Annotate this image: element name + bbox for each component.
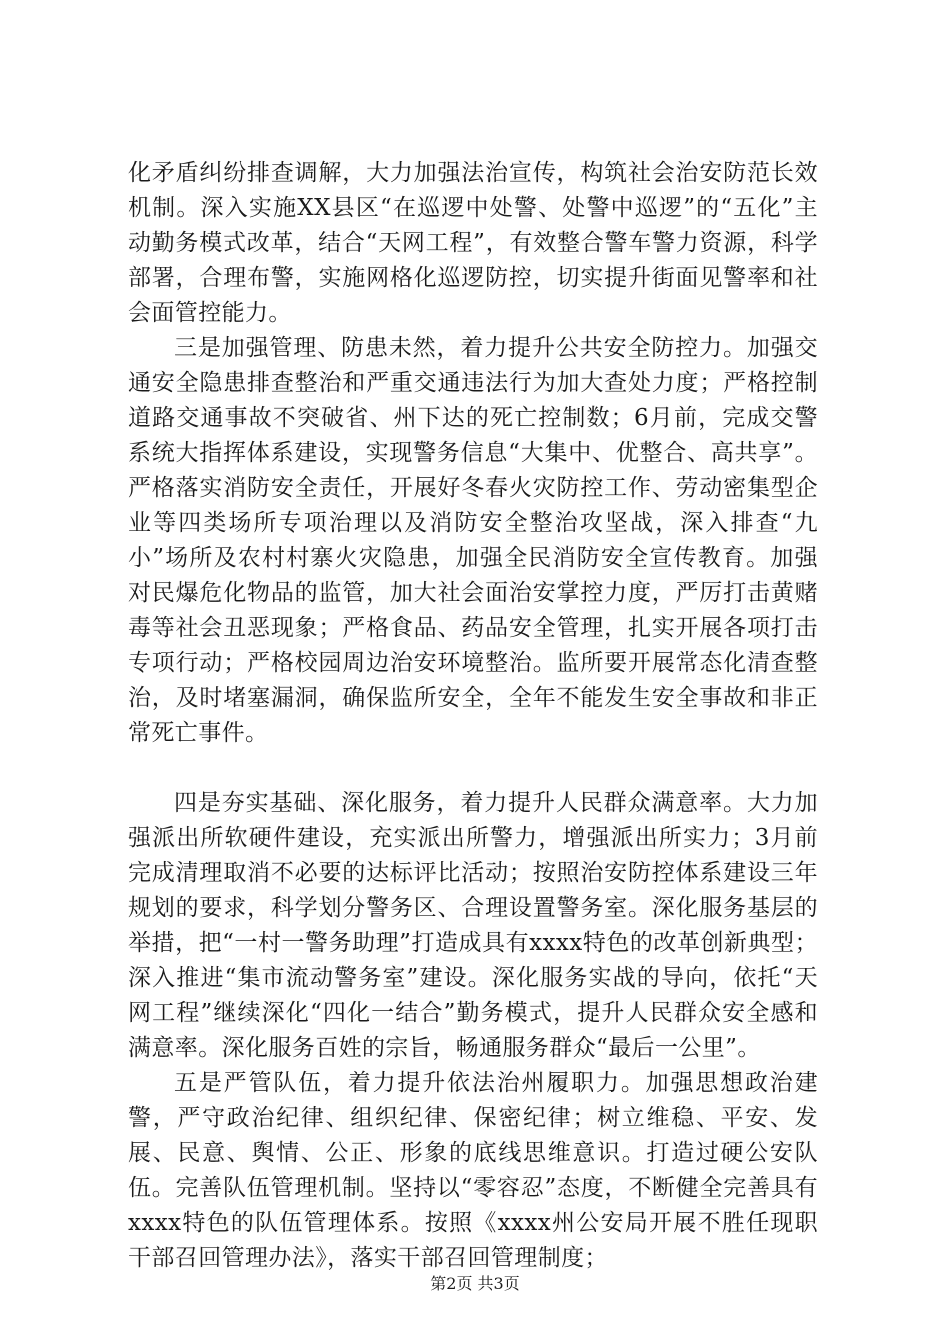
paragraph-continuation: 化矛盾纠纷排查调解，大力加强法治宣传，构筑社会治安防范长效机制。深入实施XX县区“在巡逻中处警、处警中巡逻”的“五化”主动勤务模式改革，结合“天网工程”，有效整合警车警力资源，科学部署，合理布警，实施网格化巡逻防控，切实提升街面见警率和社会面管控能力。 <box>128 160 818 326</box>
paragraph-point-three: 三是加强管理、防患未然，着力提升公共安全防控力。加强交通安全隐患排查整治和严重交通违法行为加大查处力度；严格控制道路交通事故不突破省、州下达的死亡控制数；6月前，完成交警系统大指挥体系建设，实现警务信息“大集中、优整合、高共享”。严格落实消防安全责任，开展好冬春火灾防控工作、劳动密集型企业等四类场所专项治理以及消防安全整治攻坚战，深入排查“九小”场所及农村村寨火灾隐患，加强全民消防安全宣传教育。加强对民爆危化物品的监管，加大社会面治安掌控力度，严厉打击黄赌毒等社会丑恶现象；严格食品、药品安全管理，扎实开展各项打击专项行动；严格校园周边治安环境整治。监所要开展常态化清查整治，及时堵塞漏洞，确保监所安全，全年不能发生安全事故和非正常死亡事件。 <box>128 335 818 746</box>
paragraph-point-five: 五是严管队伍，着力提升依法治州履职力。加强思想政治建警，严守政治纪律、组织纪律、保密纪律；树立维稳、平安、发展、民意、舆情、公正、形象的底线思维意识。打造过硬公安队伍。完善队伍管理机制。坚持以“零容忍”态度，不断健全完善具有xxxx特色的队伍管理体系。按照《xxxx州公安局开展不胜任现职干部召回管理办法》，落实干部召回管理制度； <box>128 1070 818 1271</box>
document-body <box>128 156 818 1276</box>
page-number-footer: 第2页 共3页 <box>430 1274 520 1293</box>
paragraph-point-four: 四是夯实基础、深化服务，着力提升人民群众满意率。大力加强派出所软硬件建设，充实派出所警力，增强派出所实力；3月前完成清理取消不必要的达标评比活动；按照治安防控体系建设三年规划的要求，科学划分警务区、合理设置警务室。深化服务基层的举措，把“一村一警务助理”打造成具有xxxx特色的改革创新典型；深入推进“集市流动警务室”建设。深化服务实战的导向，依托“天网工程”继续深化“四化一结合”勤务模式，提升人民群众安全感和满意率。深化服务百姓的宗旨，畅通服务群众“最后一公里”。 <box>128 790 818 1061</box>
